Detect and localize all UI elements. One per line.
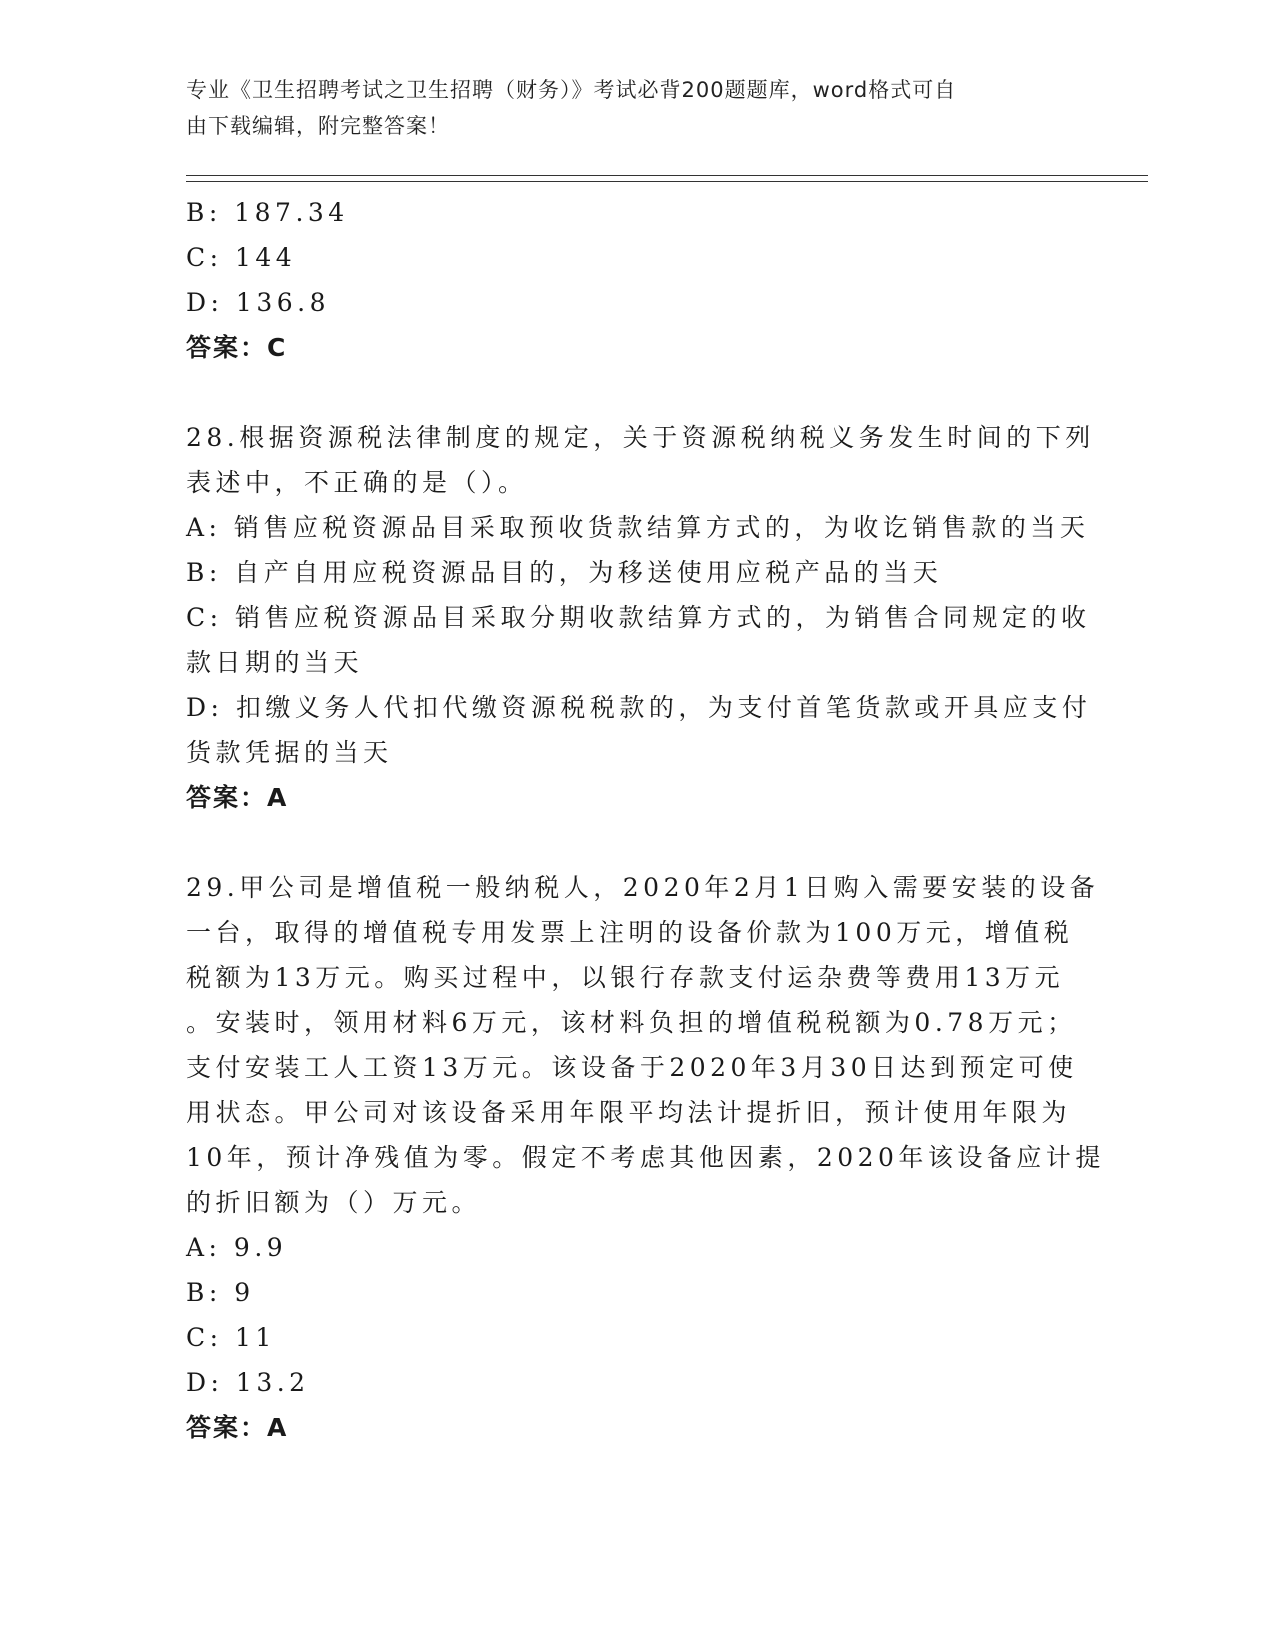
q28-stem-line: 表述中，不正确的是（）。 — [186, 468, 528, 497]
q29-stem-line: 的折旧额为（）万元。 — [186, 1188, 482, 1217]
q29-stem-line: 税额为13万元。购买过程中，以银行存款支付运杂费等费用13万元 — [186, 963, 1065, 992]
question-28 — [186, 415, 1095, 820]
document-header — [186, 72, 1066, 144]
q29-option-c: C: 11 — [186, 1323, 276, 1352]
q29-stem-line: 。安装时，领用材料6万元，该材料负担的增值税税额为0.78万元； — [186, 1008, 1077, 1037]
question-27-tail — [186, 190, 1076, 370]
q29-answer: 答案：A — [186, 1413, 289, 1442]
q28-option-a: A: 销售应税资源品目采取预收货款结算方式的，为收讫销售款的当天 — [186, 513, 1090, 542]
q28-option-b: B: 自产自用应税资源品目的，为移送使用应税产品的当天 — [186, 558, 943, 587]
header-line-1: 专业《卫生招聘考试之卫生招聘（财务）》考试必背200题题库，word格式可自 — [186, 78, 957, 102]
q29-stem-line: 用状态。甲公司对该设备采用年限平均法计提折旧，预计使用年限为 — [186, 1098, 1072, 1127]
header-divider-top — [186, 175, 1148, 176]
document-body — [186, 190, 1105, 1450]
q28-option-d-line: D: 扣缴义务人代扣代缴资源税税款的，为支付首笔货款或开具应支付 — [186, 693, 1092, 722]
q28-option-c-line: 款日期的当天 — [186, 648, 364, 677]
spacer — [186, 370, 1076, 415]
q29-option-d: D: 13.2 — [186, 1368, 310, 1397]
q27-option-c: C: 144 — [186, 243, 297, 272]
q27-option-b: B: 187.34 — [186, 198, 349, 227]
q28-stem-line: 28.根据资源税法律制度的规定，关于资源税纳税义务发生时间的下列 — [186, 423, 1095, 452]
q27-answer: 答案：C — [186, 333, 288, 362]
q27-option-d: D: 136.8 — [186, 288, 330, 317]
q29-option-a: A: 9.9 — [186, 1233, 288, 1262]
question-29 — [186, 865, 1105, 1450]
q29-stem-line: 支付安装工人工资13万元。该设备于2020年3月30日达到预定可使 — [186, 1053, 1078, 1082]
spacer — [186, 820, 1076, 865]
q28-option-d-line: 货款凭据的当天 — [186, 738, 393, 767]
header-line-2: 由下载编辑，附完整答案！ — [186, 114, 450, 138]
q29-stem-line: 10年，预计净残值为零。假定不考虑其他因素，2020年该设备应计提 — [186, 1143, 1105, 1172]
q28-option-c-line: C: 销售应税资源品目采取分期收款结算方式的，为销售合同规定的收 — [186, 603, 1091, 632]
q29-stem-line: 29.甲公司是增值税一般纳税人，2020年2月1日购入需要安装的设备 — [186, 873, 1100, 902]
header-divider-bottom — [186, 181, 1148, 182]
q29-stem-line: 一台，取得的增值税专用发票上注明的设备价款为100万元，增值税 — [186, 918, 1074, 947]
q29-option-b: B: 9 — [186, 1278, 255, 1307]
q28-answer: 答案：A — [186, 783, 289, 812]
